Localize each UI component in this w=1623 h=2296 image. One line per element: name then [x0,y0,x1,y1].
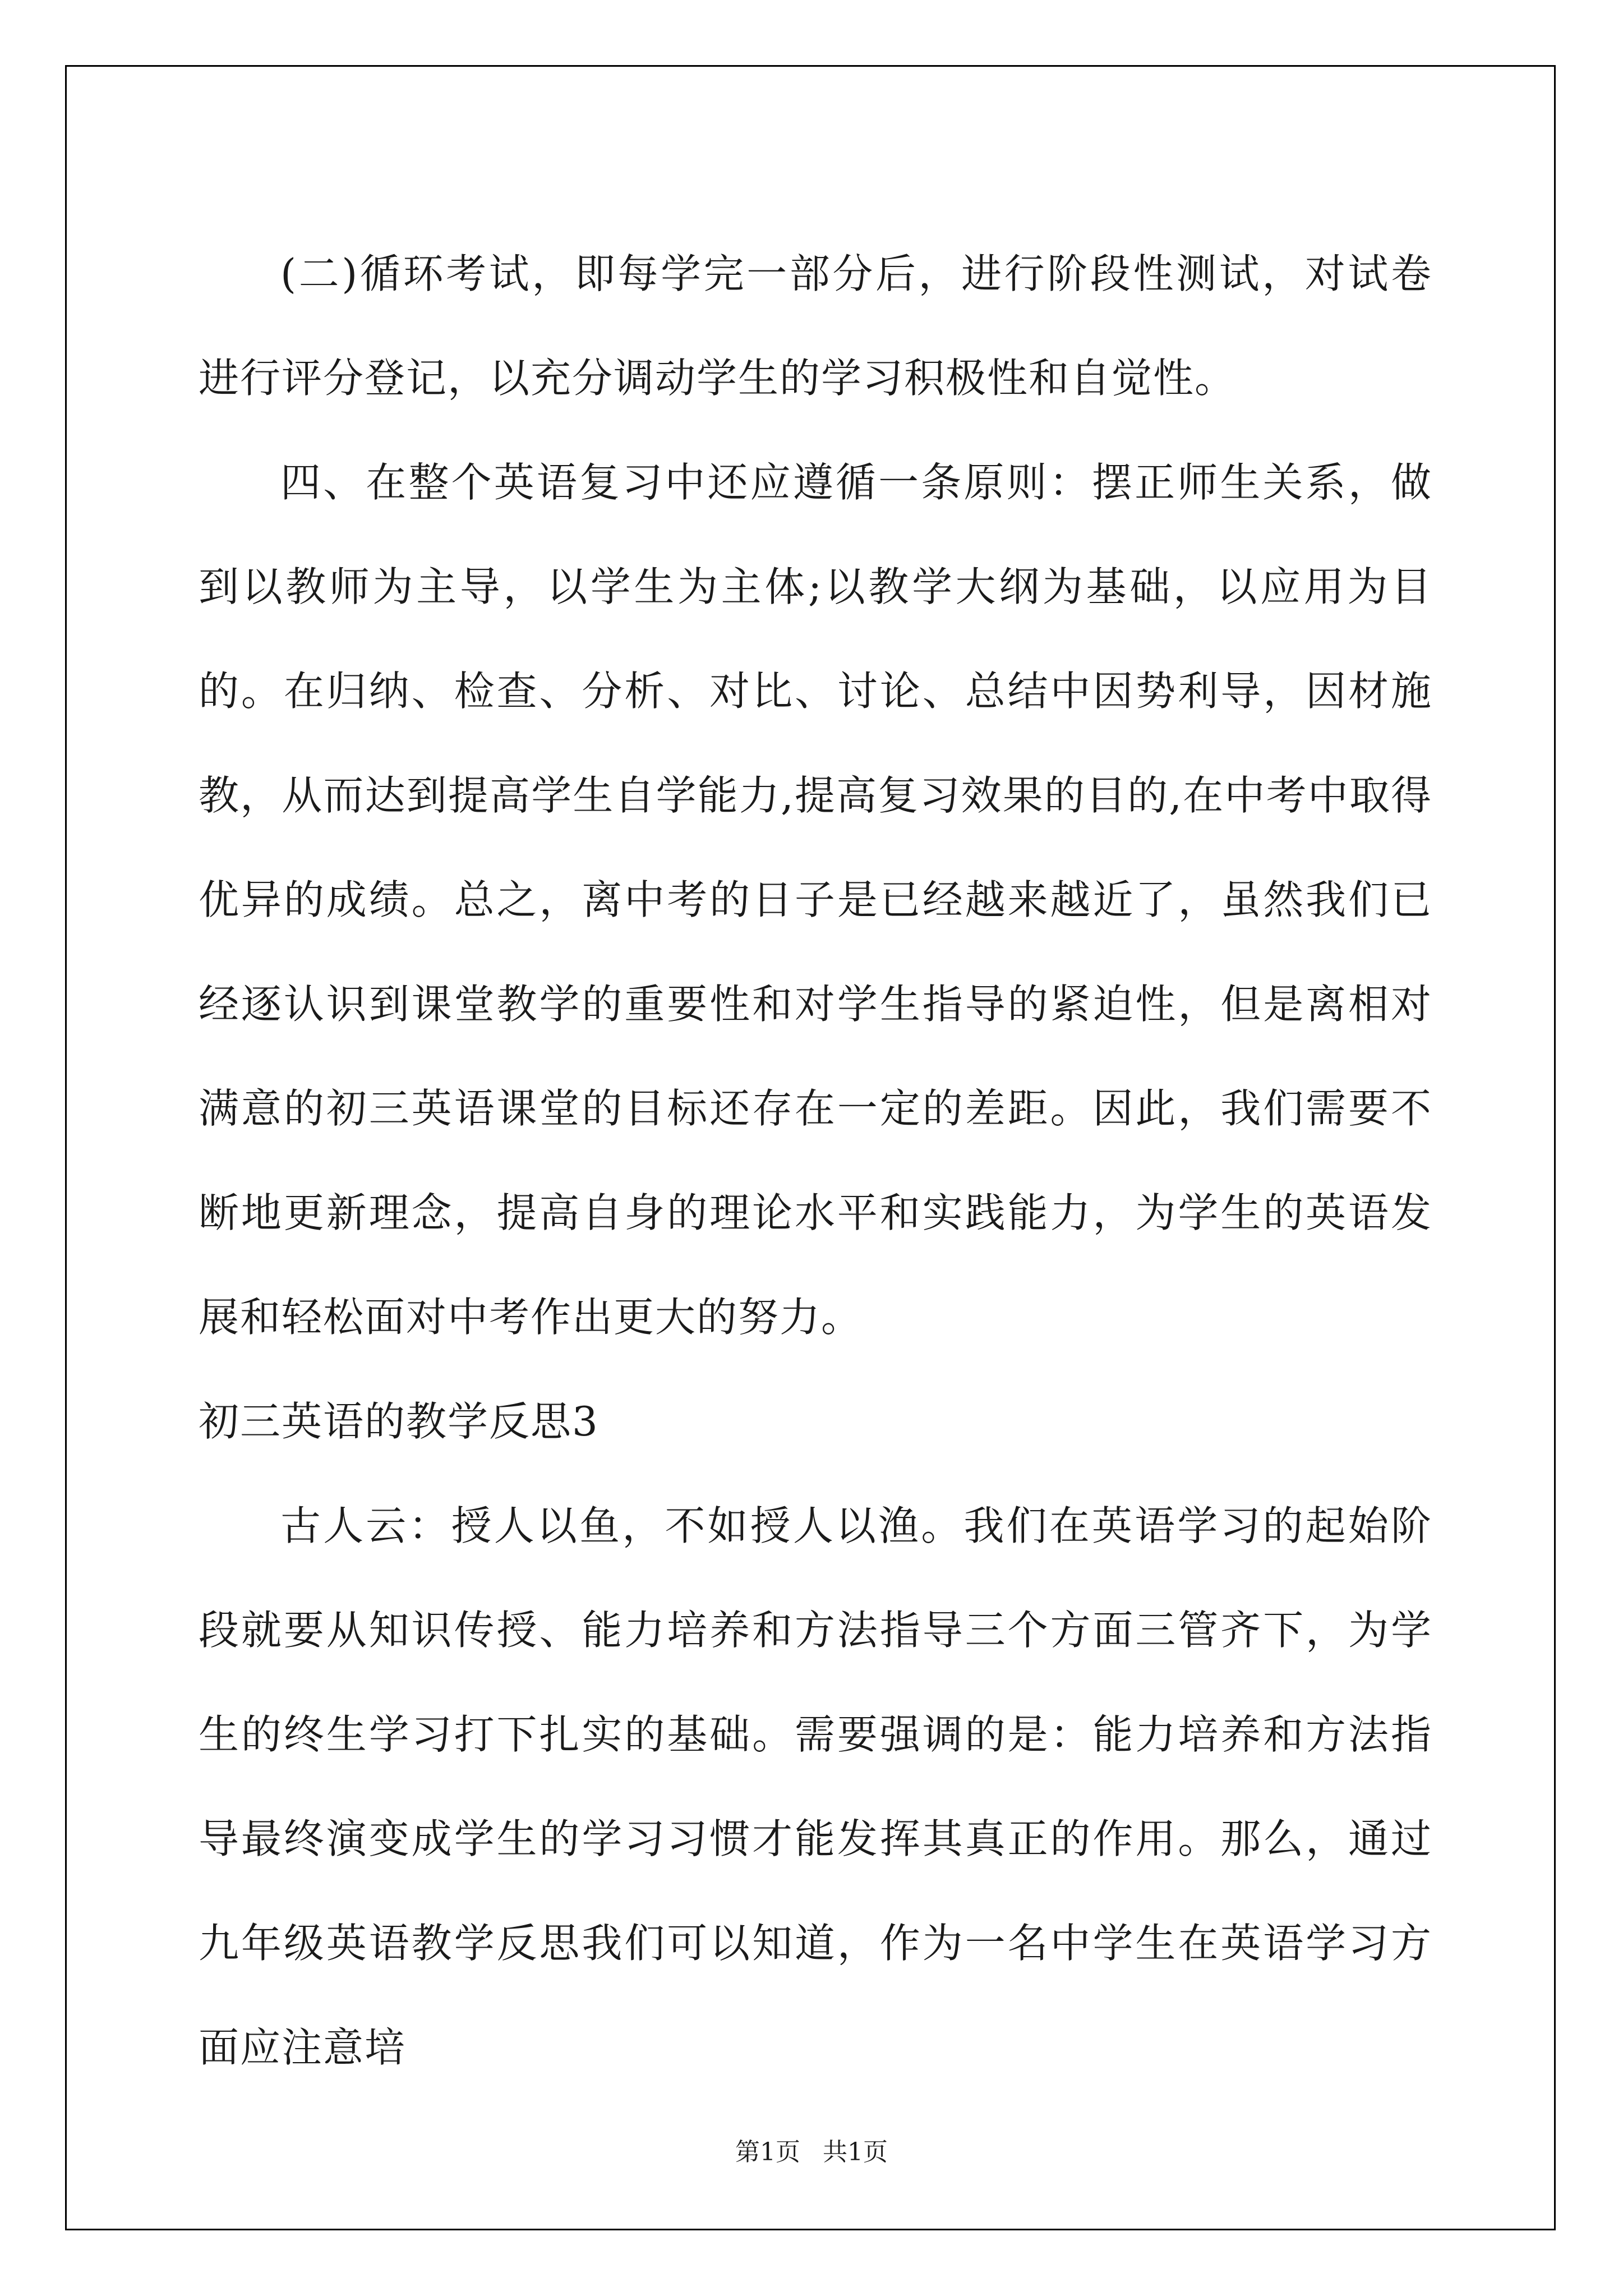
page-total: 共1页 [823,2138,888,2166]
page-number: 第1页 [735,2138,800,2166]
document-body [199,222,1432,2100]
paragraph-principle: 四、在整个英语复习中还应遵循一条原则：摆正师生关系，做到以教师为主导，以学生为主体;以教学大纲为基础，以应用为目的。在归纳、检查、分析、对比、讨论、总结中因势利导，因材施教，从而达到提高学生自学能力,提高复习效果的目的,在中考中取得优异的成绩。总之，离中考的日子是已经越来越近了，虽然我们已经逐认识到课堂教学的重要性和对学生指导的紧迫性，但是离相对满意的初三英语课堂的目标还存在一定的差距。因此，我们需要不断地更新理念，提高自身的理论水平和实践能力，为学生的英语发展和轻松面对中考作出更大的努力。 [199,459,1432,1341]
paragraph-cyclic-exam: (二)循环考试，即每学完一部分后，进行阶段性测试，对试卷进行评分登记，以充分调动学生的学习积极性和自觉性。 [199,250,1432,402]
page-footer [0,2132,1623,2168]
paragraph-ancient-saying: 古人云：授人以鱼，不如授人以渔。我们在英语学习的起始阶段就要从知识传授、能力培养和方法指导三个方面三管齐下，为学生的终生学习打下扎实的基础。需要强调的是：能力培养和方法指导最终演变成学生的学习习惯才能发挥其真正的作用。那么，通过九年级英语教学反思我们可以知道，作为一名中学生在英语学习方面应注意培 [199,1502,1432,2071]
section-heading: 初三英语的教学反思3 [199,1398,599,1445]
